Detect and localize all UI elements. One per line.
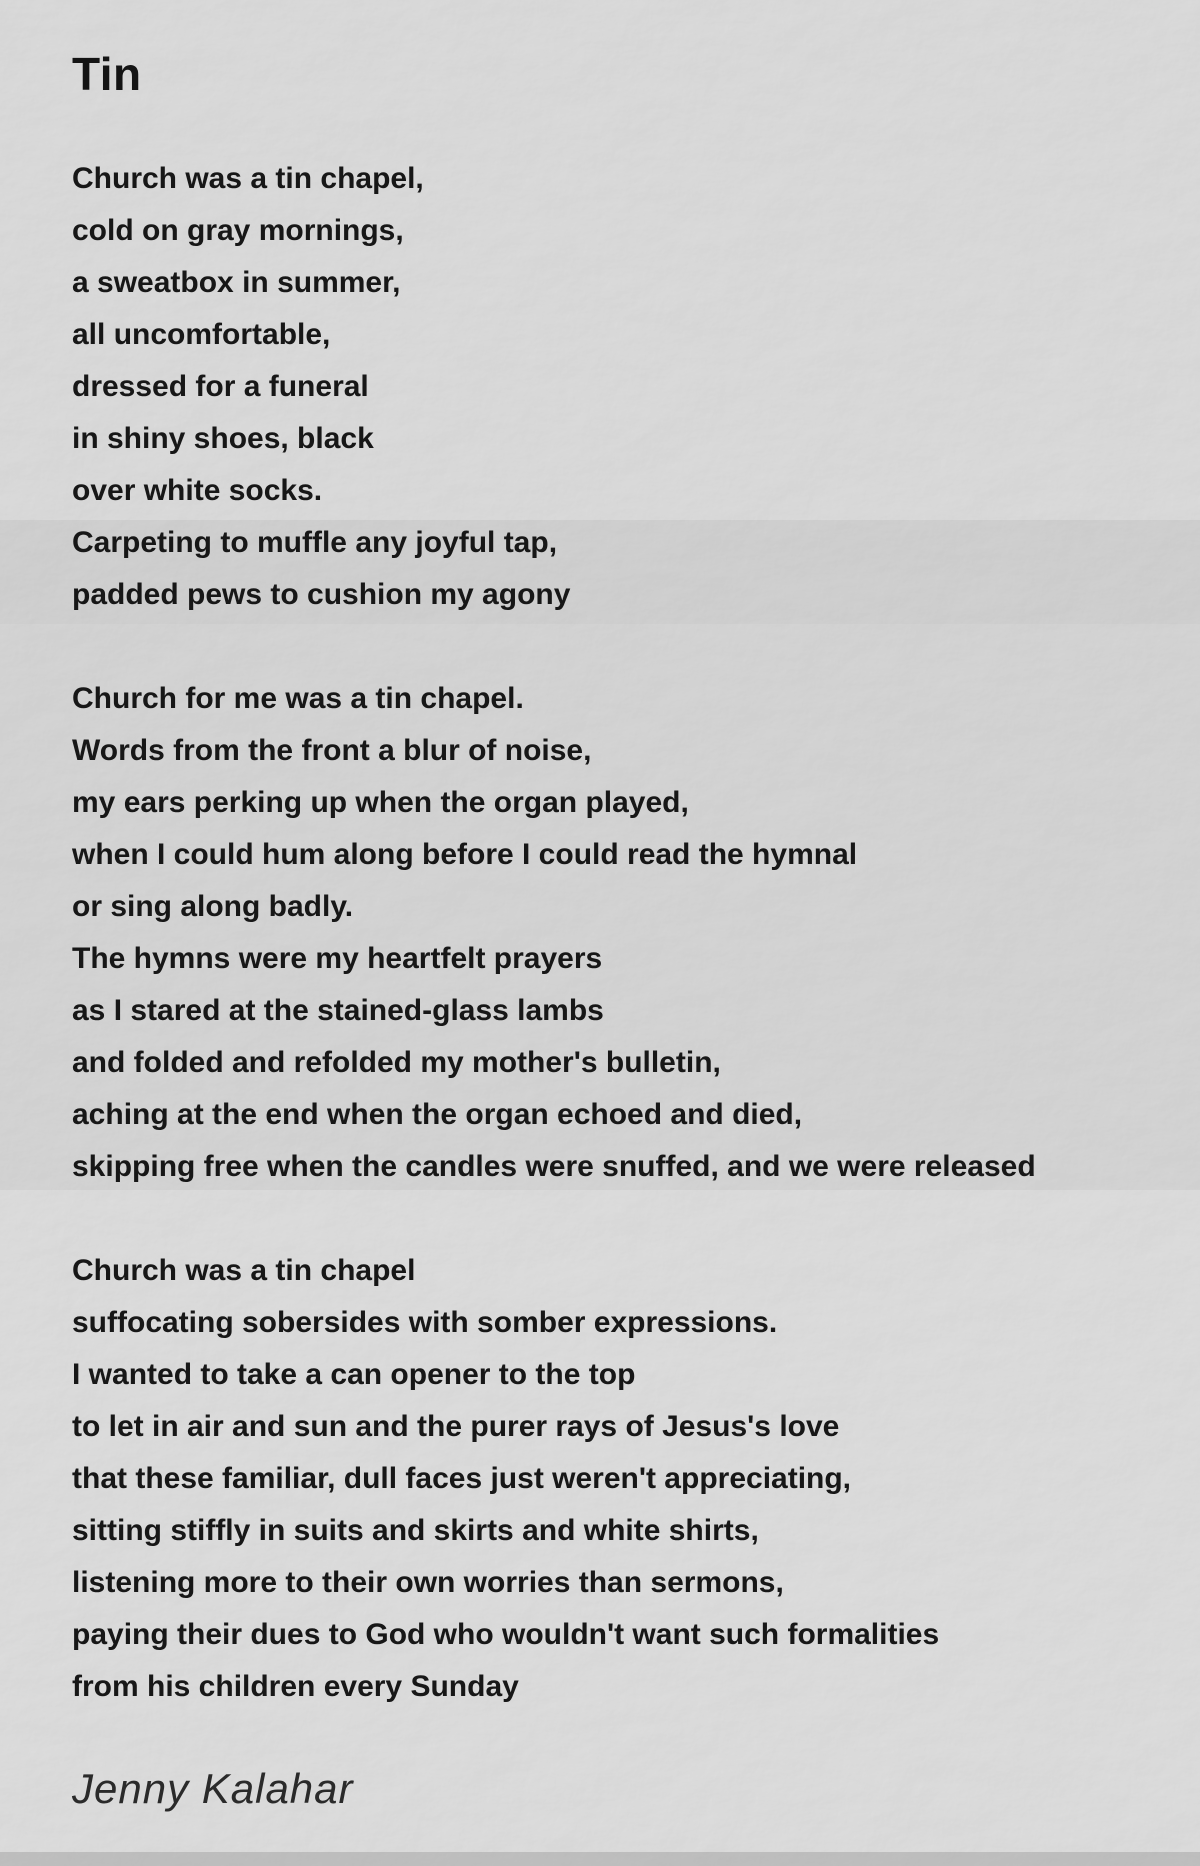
poem-line: over white socks. <box>72 474 323 507</box>
poem-line: cold on gray mornings, <box>72 214 404 247</box>
poem-line: all uncomfortable, <box>72 318 331 351</box>
poem-line: sitting stiffly in suits and skirts and white shirts, <box>72 1514 759 1547</box>
poem-line: a sweatbox in summer, <box>72 266 401 299</box>
poem-line: dressed for a funeral <box>72 370 369 403</box>
poem-line: that these familiar, dull faces just weren't appreciating, <box>72 1462 852 1495</box>
poem-line: Carpeting to muffle any joyful tap, <box>72 526 558 559</box>
poem-line: paying their dues to God who wouldn't want such formalities <box>72 1618 940 1651</box>
poem-line: Words from the front a blur of noise, <box>72 734 592 767</box>
stanza-1 <box>72 153 1172 621</box>
poem-line: and folded and refolded my mother's bulletin, <box>72 1046 721 1079</box>
poem-line: The hymns were my heartfelt prayers <box>72 942 603 975</box>
poem-line: when I could hum along before I could read the hymnal <box>72 838 858 871</box>
poem-line: padded pews to cushion my agony <box>72 578 571 611</box>
poem-line: to let in air and sun and the purer rays of Jesus's love <box>72 1410 840 1443</box>
poem-author: Jenny Kalahar <box>72 1765 354 1812</box>
poem-line: Church was a tin chapel, <box>72 162 424 195</box>
poem-line: I wanted to take a can opener to the top <box>72 1358 636 1391</box>
poem-line: suffocating sobersides with somber expressions. <box>72 1306 778 1339</box>
poem-line: aching at the end when the organ echoed and died, <box>72 1098 803 1131</box>
poem-line: listening more to their own worries than sermons, <box>72 1566 784 1599</box>
poem-line: Church for me was a tin chapel. <box>72 682 524 715</box>
stanza-3 <box>72 1245 1172 1713</box>
poem-line: as I stared at the stained-glass lambs <box>72 994 604 1027</box>
poem-line: Church was a tin chapel <box>72 1254 416 1287</box>
poem-line: my ears perking up when the organ played, <box>72 786 689 819</box>
poem-body <box>72 153 1172 1765</box>
stanza-2 <box>72 673 1172 1193</box>
poem-line: skipping free when the candles were snuffed, and we were released <box>72 1150 1036 1183</box>
poem-line: from his children every Sunday <box>72 1670 519 1703</box>
poem-title: Tin <box>72 48 142 100</box>
poem-line: in shiny shoes, black <box>72 422 374 455</box>
poem-line: or sing along badly. <box>72 890 354 923</box>
